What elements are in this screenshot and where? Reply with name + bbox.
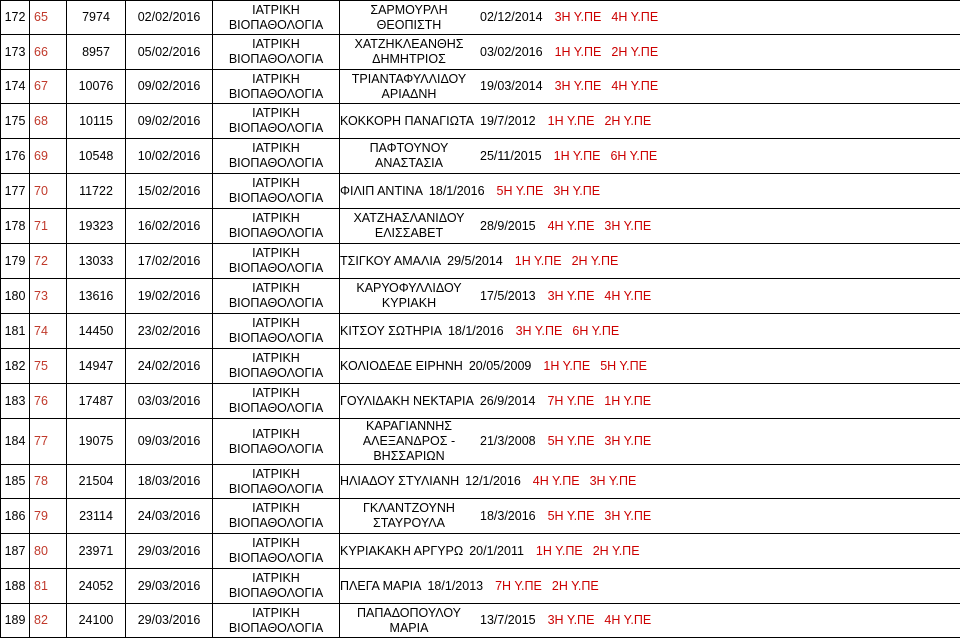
row-index: 172: [1, 1, 30, 35]
preference-2: 2Η Υ.ΠΕ: [611, 44, 659, 59]
applicant-name: ΓΟΥΛΙΔΑΚΗ ΝΕΚΤΑΡΙΑ: [340, 393, 474, 408]
row-seq-number: 76: [30, 384, 67, 419]
specialty-line-2: ΒΙΟΠΑΘΟΛΟΓΙΑ: [228, 481, 324, 496]
preference-2: 2Η Υ.ΠΕ: [604, 113, 652, 128]
row-protocol-number: 7974: [67, 1, 126, 35]
specialty-date: 19/7/2012: [480, 113, 536, 128]
row-details: [340, 314, 960, 349]
specialty-line-1: ΙΑΤΡΙΚΗ: [252, 605, 300, 620]
row-protocol-number: 17487: [67, 384, 126, 419]
specialty-line-1: ΙΑΤΡΙΚΗ: [252, 37, 300, 51]
applicant-name: ΓΚΛΑΝΤΖΟΥΝΗ ΣΤΑΥΡΟΥΛΑ: [363, 501, 455, 530]
row-specialty: [213, 499, 340, 534]
row-specialty: [213, 174, 340, 209]
row-application-date: 15/02/2016: [126, 174, 213, 209]
specialty-line-1: ΙΑΤΡΙΚΗ: [252, 466, 300, 481]
specialty-line-1: ΙΑΤΡΙΚΗ: [252, 316, 300, 330]
row-seq-number: 79: [30, 499, 67, 534]
specialty-date: 18/1/2016: [428, 183, 485, 198]
row-seq-number: 75: [30, 349, 67, 384]
preference-1: 1Η Υ.ΠΕ: [547, 113, 595, 128]
row-protocol-number: 13616: [67, 279, 126, 314]
applicant-name: ΠΛΕΓΑ ΜΑΡΙΑ: [340, 578, 422, 593]
specialty-line-1: ΙΑΤΡΙΚΗ: [252, 536, 300, 550]
specialty-date: 13/7/2015: [480, 613, 536, 627]
row-protocol-number: 19075: [67, 419, 126, 465]
specialty-line-2: ΒΙΟΠΑΘΟΛΟΓΙΑ: [228, 191, 324, 205]
specialty-line-1: ΙΑΤΡΙΚΗ: [252, 501, 300, 515]
preference-1: 1Η Υ.ΠΕ: [543, 358, 591, 373]
applicant-name: ΦΙΛΙΠ ΑΝΤΙΝΑ: [340, 183, 423, 198]
preference-1: 1Η Υ.ΠΕ: [514, 253, 562, 268]
table-row: [1, 419, 960, 465]
preference-1: 3Η Υ.ΠΕ: [547, 613, 595, 627]
row-specialty: [213, 279, 340, 314]
row-application-date: 09/03/2016: [126, 419, 213, 465]
specialty-line-2: ΒΙΟΠΑΘΟΛΟΓΙΑ: [228, 261, 324, 275]
row-details: [340, 499, 960, 534]
table-row: [1, 604, 960, 638]
row-details: [340, 569, 960, 604]
row-index: 186: [1, 499, 30, 534]
row-details: [340, 349, 960, 384]
specialty-line-2: ΒΙΟΠΑΘΟΛΟΓΙΑ: [228, 331, 324, 345]
row-index: 173: [1, 35, 30, 70]
row-application-date: 09/02/2016: [126, 70, 213, 104]
preference-1: 1Η Υ.ΠΕ: [535, 543, 583, 558]
table-row: [1, 139, 960, 174]
specialty-line-2: ΒΙΟΠΑΘΟΛΟΓΙΑ: [228, 620, 324, 635]
row-details: [340, 139, 960, 174]
applicant-name: ΚΥΡΙΑΚΑΚΗ ΑΡΓΥΡΩ: [340, 543, 464, 558]
row-index: 184: [1, 419, 30, 465]
applicant-name: ΧΑΤΖΗΑΣΛΑΝΙΔΟΥ ΕΛΙΣΣΑΒΕΤ: [353, 211, 465, 240]
table-row: [1, 104, 960, 139]
specialty-line-2: ΒΙΟΠΑΘΟΛΟΓΙΑ: [228, 366, 324, 380]
row-specialty: [213, 604, 340, 638]
preference-2: 5Η Υ.ΠΕ: [600, 358, 647, 373]
row-details: [340, 35, 960, 70]
preference-2: 2Η Υ.ΠΕ: [592, 543, 640, 558]
row-protocol-number: 23971: [67, 534, 126, 569]
table-row: [1, 279, 960, 314]
specialty-date: 26/9/2014: [479, 393, 536, 408]
specialty-line-1: ΙΑΤΡΙΚΗ: [252, 2, 300, 17]
row-index: 189: [1, 604, 30, 638]
specialty-line-2: ΒΙΟΠΑΘΟΛΟΓΙΑ: [228, 121, 324, 135]
row-index: 182: [1, 349, 30, 384]
specialty-date: 18/3/2016: [480, 508, 536, 523]
preference-2: 4Η Υ.ΠΕ: [604, 613, 652, 627]
applicant-name: ΠΑΠΑΔΟΠΟΥΛΟΥ ΜΑΡΙΑ: [356, 605, 462, 635]
row-protocol-number: 11722: [67, 174, 126, 209]
row-details: [340, 604, 960, 638]
specialty-line-1: ΙΑΤΡΙΚΗ: [252, 571, 300, 585]
row-specialty: [213, 534, 340, 569]
preference-1: 4Η Υ.ΠΕ: [532, 474, 580, 488]
row-application-date: 19/02/2016: [126, 279, 213, 314]
row-application-date: 16/02/2016: [126, 209, 213, 244]
row-index: 175: [1, 104, 30, 139]
specialty-line-2: ΒΙΟΠΑΘΟΛΟΓΙΑ: [228, 226, 324, 240]
preference-1: 3Η Υ.ΠΕ: [547, 288, 595, 303]
specialty-line-1: ΙΑΤΡΙΚΗ: [252, 211, 300, 225]
specialty-line-2: ΒΙΟΠΑΘΟΛΟΓΙΑ: [228, 86, 324, 101]
row-application-date: 24/03/2016: [126, 499, 213, 534]
row-protocol-number: 24100: [67, 604, 126, 638]
preference-2: 3Η Υ.ΠΕ: [604, 508, 652, 523]
specialty-line-2: ΒΙΟΠΑΘΟΛΟΓΙΑ: [228, 17, 324, 32]
preference-1: 7Η Υ.ΠΕ: [495, 578, 542, 593]
row-specialty: [213, 314, 340, 349]
specialty-date: 21/3/2008: [480, 434, 536, 448]
table-row: [1, 244, 960, 279]
row-application-date: 29/03/2016: [126, 569, 213, 604]
specialty-line-2: ΒΙΟΠΑΘΟΛΟΓΙΑ: [228, 551, 324, 565]
specialty-date: 02/12/2014: [480, 10, 543, 24]
specialty-date: 29/5/2014: [447, 253, 503, 268]
row-protocol-number: 19323: [67, 209, 126, 244]
row-index: 181: [1, 314, 30, 349]
row-details: [340, 279, 960, 314]
row-specialty: [213, 35, 340, 70]
preference-2: 3Η Υ.ΠΕ: [553, 183, 601, 198]
row-seq-number: 81: [30, 569, 67, 604]
row-details: [340, 465, 960, 499]
table-row: [1, 35, 960, 70]
preference-2: 4Η Υ.ΠΕ: [604, 288, 652, 303]
row-index: 180: [1, 279, 30, 314]
preference-2: 3Η Υ.ΠΕ: [604, 434, 652, 448]
preference-1: 1Η Υ.ΠΕ: [554, 44, 602, 59]
row-seq-number: 73: [30, 279, 67, 314]
row-index: 187: [1, 534, 30, 569]
row-details: [340, 209, 960, 244]
applicant-name: ΤΡΙΑΝΤΑΦΥΛΛΙΔΟΥ ΑΡΙΑΔΝΗ: [351, 71, 467, 101]
applicant-name: ΧΑΤΖΗΚΛΕΑΝΘΗΣ ΔΗΜΗΤΡΙΟΣ: [354, 37, 464, 66]
specialty-date: 03/02/2016: [480, 44, 543, 59]
specialty-line-2: ΒΙΟΠΑΘΟΛΟΓΙΑ: [228, 52, 324, 66]
row-protocol-number: 10076: [67, 70, 126, 104]
table-row: [1, 384, 960, 419]
table-row: [1, 534, 960, 569]
row-index: 185: [1, 465, 30, 499]
table-row: [1, 349, 960, 384]
applicant-name: ΗΛΙΑΔΟΥ ΣΤΥΛΙΑΝΗ: [340, 474, 460, 488]
preference-1: 5Η Υ.ΠΕ: [547, 434, 595, 448]
specialty-line-1: ΙΑΤΡΙΚΗ: [252, 386, 300, 400]
applicant-name: ΚΑΡΑΓΙΑΝΝΗΣ ΑΛΕΞΑΝΔΡΟΣ - ΒΗΣΣΑΡΙΩΝ: [362, 419, 456, 463]
specialty-date: 18/1/2016: [447, 323, 504, 338]
specialty-line-2: ΒΙΟΠΑΘΟΛΟΓΙΑ: [228, 516, 324, 530]
preference-2: 6Η Υ.ΠΕ: [610, 148, 658, 163]
specialty-line-1: ΙΑΤΡΙΚΗ: [252, 281, 300, 295]
specialty-line-2: ΒΙΟΠΑΘΟΛΟΓΙΑ: [228, 401, 324, 415]
applicant-name: ΤΣΙΓΚΟΥ ΑΜΑΛΙΑ: [340, 253, 442, 268]
specialty-line-1: ΙΑΤΡΙΚΗ: [252, 141, 300, 155]
row-seq-number: 82: [30, 604, 67, 638]
specialty-line-1: ΙΑΤΡΙΚΗ: [252, 106, 300, 120]
preference-2: 4Η Υ.ΠΕ: [611, 10, 659, 24]
table-row: [1, 1, 960, 35]
row-details: [340, 384, 960, 419]
row-specialty: [213, 419, 340, 465]
row-protocol-number: 23114: [67, 499, 126, 534]
row-details: [340, 1, 960, 35]
row-seq-number: 69: [30, 139, 67, 174]
row-seq-number: 68: [30, 104, 67, 139]
applicant-name: ΣΑΡΜΟΥΡΛΗ ΘΕΟΠΙΣΤΗ: [370, 2, 448, 32]
row-index: 177: [1, 174, 30, 209]
row-application-date: 17/02/2016: [126, 244, 213, 279]
row-application-date: 23/02/2016: [126, 314, 213, 349]
row-specialty: [213, 104, 340, 139]
specialty-date: 17/5/2013: [480, 288, 536, 303]
row-protocol-number: 14450: [67, 314, 126, 349]
row-specialty: [213, 349, 340, 384]
row-protocol-number: 10548: [67, 139, 126, 174]
preference-1: 5Η Υ.ΠΕ: [496, 183, 544, 198]
row-seq-number: 74: [30, 314, 67, 349]
row-seq-number: 70: [30, 174, 67, 209]
row-application-date: 29/03/2016: [126, 604, 213, 638]
row-index: 179: [1, 244, 30, 279]
specialty-line-2: ΒΙΟΠΑΘΟΛΟΓΙΑ: [228, 296, 324, 310]
row-details: [340, 244, 960, 279]
preference-2: 3Η Υ.ΠΕ: [604, 218, 652, 233]
applicant-name: ΠΑΦΤΟΥΝΟΥ ΑΝΑΣΤΑΣΙΑ: [369, 141, 449, 170]
row-specialty: [213, 384, 340, 419]
specialty-line-1: ΙΑΤΡΙΚΗ: [252, 71, 300, 86]
table-row: [1, 499, 960, 534]
preference-2: 4Η Υ.ΠΕ: [611, 79, 659, 93]
specialty-line-1: ΙΑΤΡΙΚΗ: [252, 176, 300, 190]
applicant-name: ΚΑΡΥΟΦΥΛΛΙΔΟΥ ΚΥΡΙΑΚΗ: [356, 281, 462, 310]
row-application-date: 02/02/2016: [126, 1, 213, 35]
row-protocol-number: 24052: [67, 569, 126, 604]
row-specialty: [213, 465, 340, 499]
table-row: [1, 209, 960, 244]
specialty-date: 12/1/2016: [465, 474, 521, 488]
preference-2: 2Η Υ.ΠΕ: [571, 253, 619, 268]
row-seq-number: 67: [30, 70, 67, 104]
row-seq-number: 65: [30, 1, 67, 35]
applicant-name: ΚΟΛΙΟΔΕΔΕ ΕΙΡΗΝΗ: [340, 358, 463, 373]
row-index: 188: [1, 569, 30, 604]
specialty-date: 19/03/2014: [480, 79, 543, 93]
row-seq-number: 66: [30, 35, 67, 70]
row-index: 176: [1, 139, 30, 174]
preference-1: 7Η Υ.ΠΕ: [547, 393, 595, 408]
preference-2: 3Η Υ.ΠΕ: [589, 474, 637, 488]
specialty-line-2: ΒΙΟΠΑΘΟΛΟΓΙΑ: [228, 586, 324, 600]
row-seq-number: 72: [30, 244, 67, 279]
specialty-line-1: ΙΑΤΡΙΚΗ: [252, 351, 300, 365]
preference-1: 1Η Υ.ΠΕ: [553, 148, 601, 163]
row-details: [340, 104, 960, 139]
row-index: 174: [1, 70, 30, 104]
specialty-date: 28/9/2015: [480, 218, 536, 233]
table-row: [1, 70, 960, 104]
specialty-line-1: ΙΑΤΡΙΚΗ: [252, 426, 300, 441]
row-details: [340, 534, 960, 569]
row-specialty: [213, 1, 340, 35]
table-row: [1, 174, 960, 209]
row-protocol-number: 21504: [67, 465, 126, 499]
row-seq-number: 77: [30, 419, 67, 465]
row-specialty: [213, 244, 340, 279]
specialty-line-2: ΒΙΟΠΑΘΟΛΟΓΙΑ: [228, 441, 324, 456]
row-seq-number: 71: [30, 209, 67, 244]
row-seq-number: 78: [30, 465, 67, 499]
row-index: 178: [1, 209, 30, 244]
row-index: 183: [1, 384, 30, 419]
row-application-date: 09/02/2016: [126, 104, 213, 139]
row-protocol-number: 10115: [67, 104, 126, 139]
row-protocol-number: 13033: [67, 244, 126, 279]
row-specialty: [213, 70, 340, 104]
table-row: [1, 314, 960, 349]
preference-2: 6Η Υ.ΠΕ: [572, 323, 620, 338]
row-application-date: 29/03/2016: [126, 534, 213, 569]
row-application-date: 24/02/2016: [126, 349, 213, 384]
applicants-table-body: [1, 1, 960, 638]
preference-1: 3Η Υ.ΠΕ: [554, 79, 602, 93]
table-row: [1, 465, 960, 499]
preference-1: 4Η Υ.ΠΕ: [547, 218, 595, 233]
table-row: [1, 569, 960, 604]
row-application-date: 10/02/2016: [126, 139, 213, 174]
row-specialty: [213, 569, 340, 604]
specialty-line-2: ΒΙΟΠΑΘΟΛΟΓΙΑ: [228, 156, 324, 170]
preference-1: 3Η Υ.ΠΕ: [515, 323, 563, 338]
preference-2: 1Η Υ.ΠΕ: [604, 393, 652, 408]
specialty-date: 25/11/2015: [480, 148, 542, 163]
row-protocol-number: 14947: [67, 349, 126, 384]
specialty-line-1: ΙΑΤΡΙΚΗ: [252, 246, 300, 260]
row-specialty: [213, 139, 340, 174]
row-application-date: 18/03/2016: [126, 465, 213, 499]
applicant-name: ΚΟΚΚΟΡΗ ΠΑΝΑΓΙΩΤΑ: [340, 113, 475, 128]
row-specialty: [213, 209, 340, 244]
preference-1: 5Η Υ.ΠΕ: [547, 508, 595, 523]
row-details: [340, 70, 960, 104]
row-application-date: 05/02/2016: [126, 35, 213, 70]
specialty-date: 20/1/2011: [469, 543, 524, 558]
row-seq-number: 80: [30, 534, 67, 569]
preference-2: 2Η Υ.ΠΕ: [551, 578, 599, 593]
row-details: [340, 419, 960, 465]
row-details: [340, 174, 960, 209]
applicant-name: ΚΙΤΣΟΥ ΣΩΤΗΡΙΑ: [340, 323, 442, 338]
row-application-date: 03/03/2016: [126, 384, 213, 419]
row-protocol-number: 8957: [67, 35, 126, 70]
specialty-date: 18/1/2013: [427, 578, 484, 593]
specialty-date: 20/05/2009: [468, 358, 532, 373]
preference-1: 3Η Υ.ΠΕ: [554, 10, 602, 24]
